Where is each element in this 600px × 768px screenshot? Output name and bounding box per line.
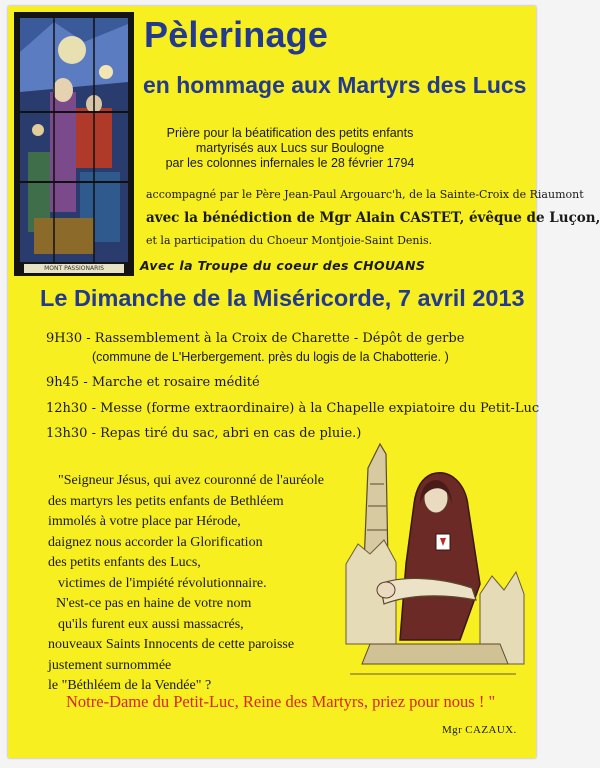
prayer-line: "Seigneur Jésus, qui avez couronné de l'auréole [58,473,324,488]
schedule-item: 13h30 - Repas tiré du sac, abri en cas de pluie.) [46,426,362,441]
prayer-line: nouveaux Saints Innocents de cette paroisse [48,637,295,652]
prayer-line: des petits enfants des Lucs, [48,555,201,570]
schedule-note: (commune de L'Herbergement. près du logis de la Chabotterie. ) [92,350,449,364]
prayer-line: daignez nous accorder la Glorification [48,534,263,550]
schedule-item: 12h30 - Messe (forme extraordinaire) à la Chapelle expiatoire du Petit-Luc [46,401,540,416]
accompanied-by-text: accompagné par le Père Jean-Paul Argouarc'h, de la Sainte-Croix de Riaumont [146,188,584,201]
choir-participation-text: et la participation du Choeur Montjoie-Saint Denis. [146,234,433,247]
event-date-heading: Le Dimanche de la Miséricorde, 7 avril 2013 [40,285,525,311]
pieta-illustration [340,444,526,688]
invocation-text: Notre-Dame du Petit-Luc, Reine des Martyrs, priez pour nous ! " [66,692,496,711]
prayer-intro [145,126,435,171]
prayer-line: justement surnommée [48,657,172,673]
troupe-handwritten-text: Avec la Troupe du coeur des CHOUANS [140,258,426,273]
signature-text: Mgr CAZAUX. [442,724,517,736]
poster-page [8,6,600,758]
prayer-line: victimes de l'impiété révolutionnaire. [58,575,267,591]
prayer-line: immolés à votre place par Hérode, [48,514,241,529]
stained-glass-window-image [14,12,134,276]
benediction-text: avec la bénédiction de Mgr Alain CASTET, évêque de Luçon, [146,210,600,226]
poster-subtitle: en hommage aux Martyrs des Lucs [143,72,527,98]
poster-title: Pèlerinage [144,14,329,55]
intro-line: par les colonnes infernales le 28 février 1794 [165,156,415,170]
intro-line: Prière pour la béatification des petits enfants [166,126,414,140]
prayer-quote [48,471,338,697]
schedule-item: 9h45 - Marche et rosaire médité [46,375,260,390]
window-caption: MONT PASSIONARIS [24,264,124,273]
prayer-line: des martyrs les petits enfants de Bethléem [48,493,284,509]
intro-line: martyrisés aux Lucs sur Boulogne [195,141,385,155]
prayer-line: N'est-ce pas en haine de votre nom [56,596,252,611]
prayer-line: le "Béthléem de la Vendée" ? [48,678,212,693]
schedule-item: 9H30 - Rassemblement à la Croix de Charette - Dépôt de gerbe [46,331,465,346]
prayer-line: qu'ils furent eux aussi massacrés, [58,616,244,632]
